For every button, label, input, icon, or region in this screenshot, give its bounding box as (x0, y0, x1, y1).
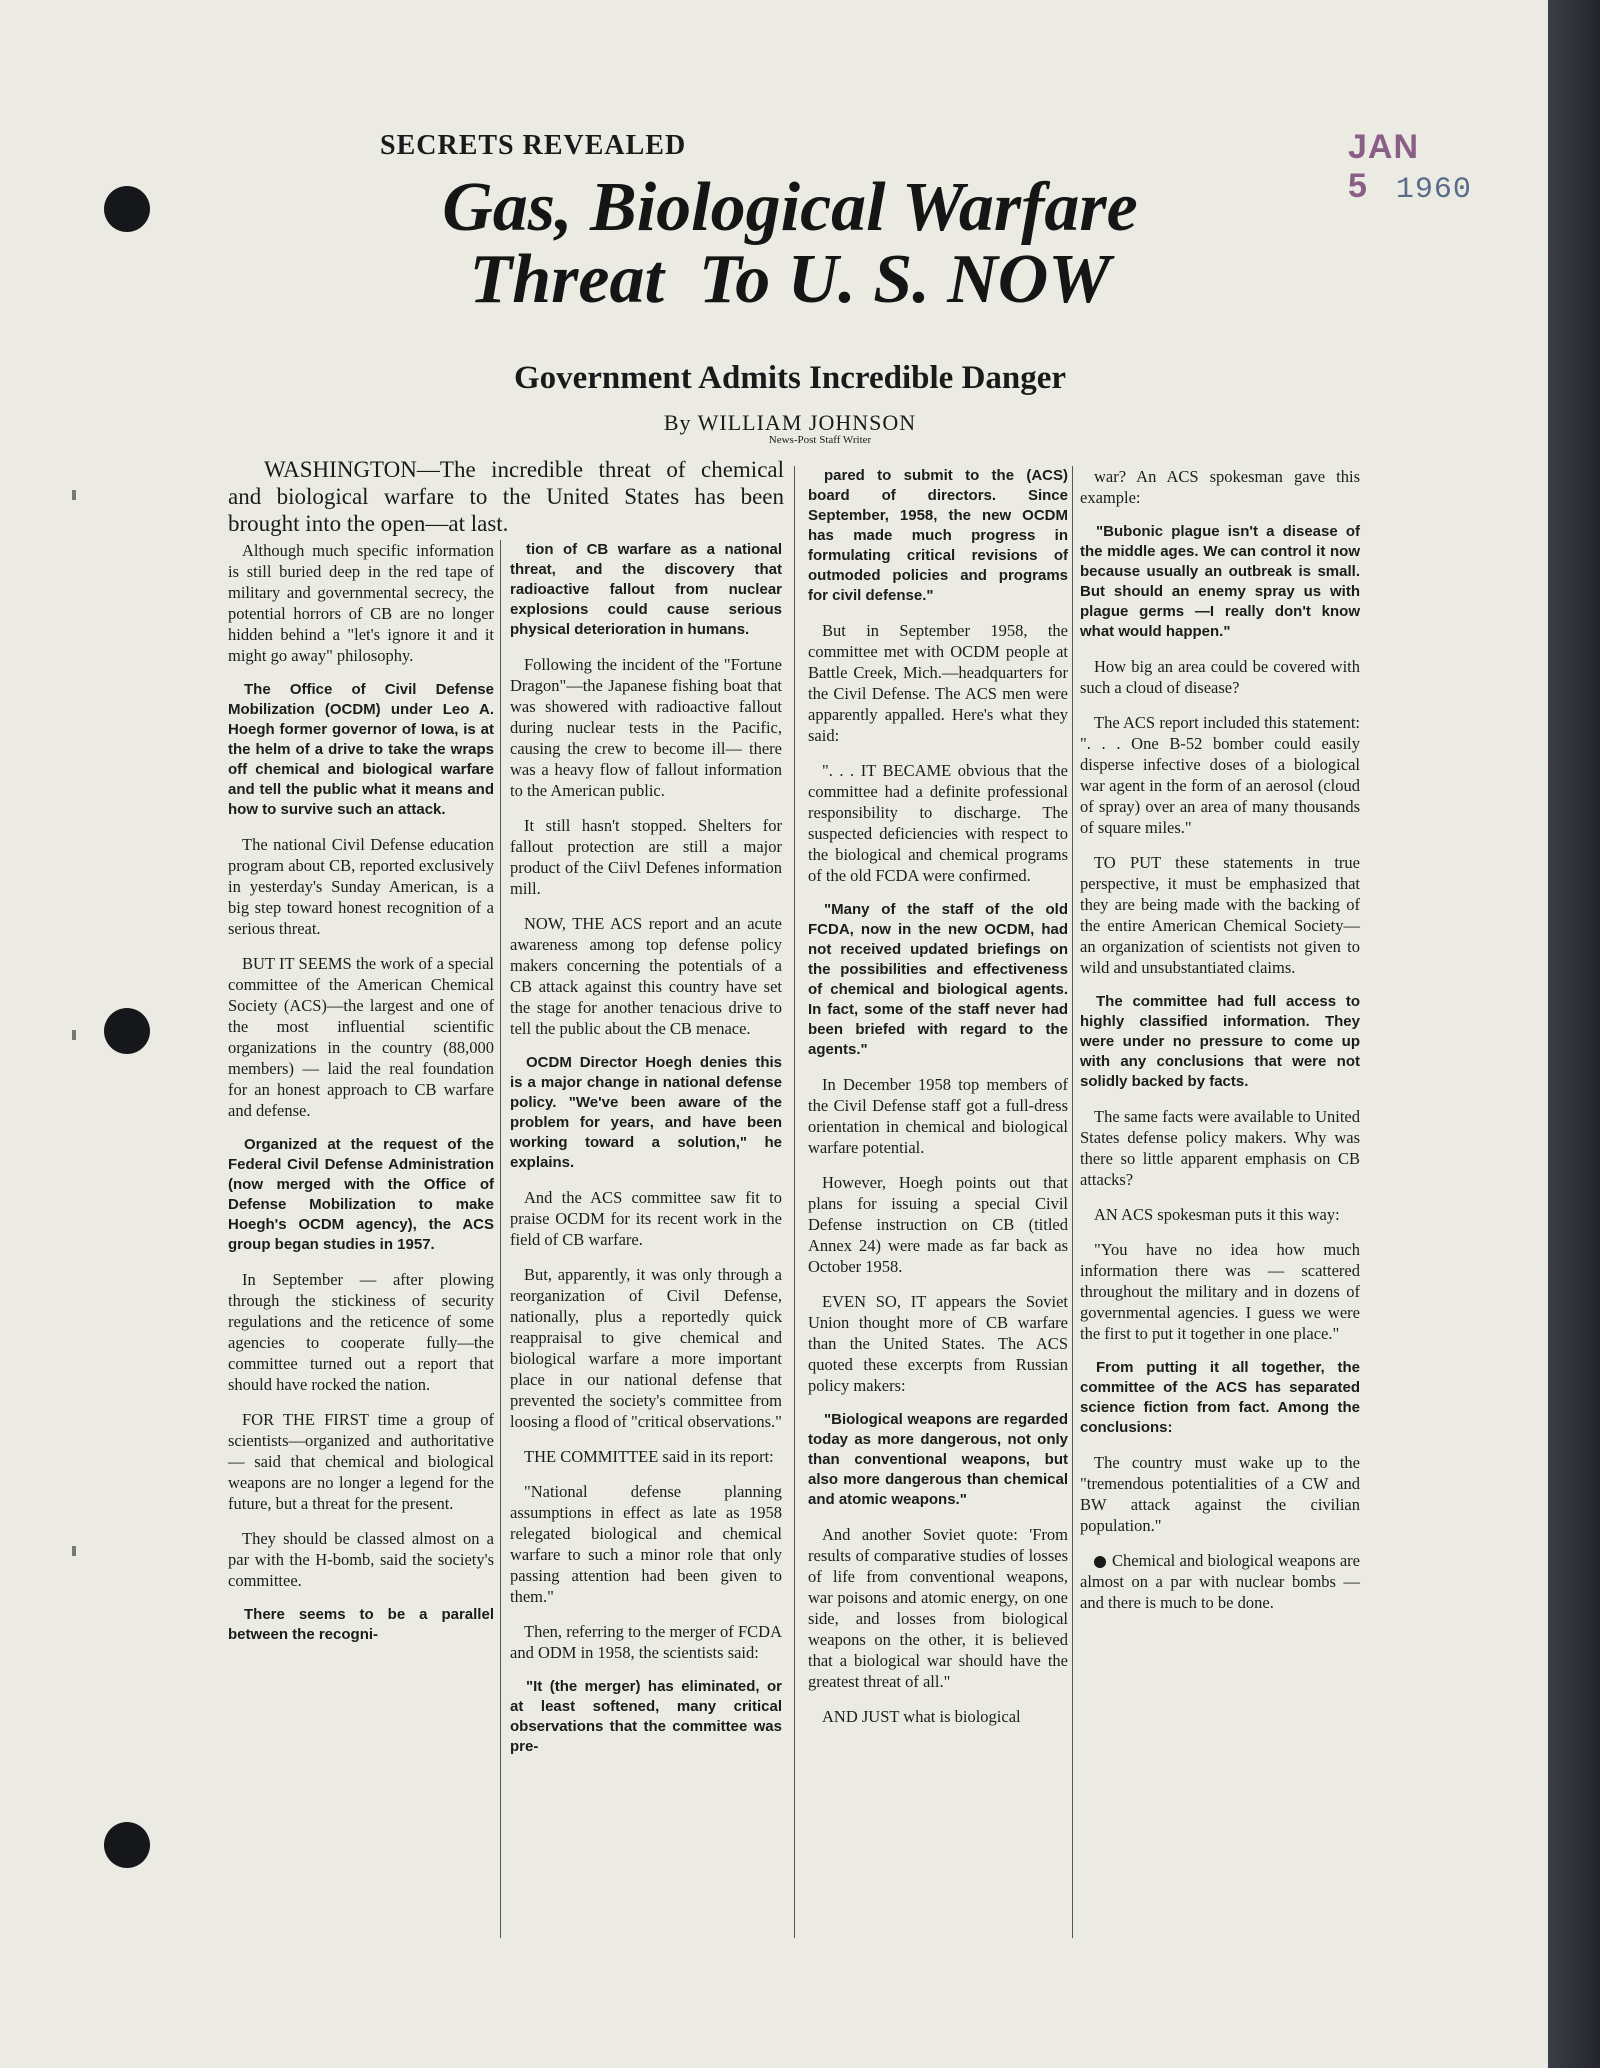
paragraph-text: EVEN SO, IT appears the Soviet Union thought more of CB warfare than the United States. The ACS quoted these excerpts from Russian policy makers: (808, 1292, 1068, 1395)
article-paragraph (510, 1187, 782, 1250)
paragraph-text: BUT IT SEEMS the work of a special committee of the American Chemical Society (ACS)—the largest and one of the most influential scientific organizations in the country (88,000 members) — laid the real foundation for an honest approach to CB warfare and defense. (228, 954, 494, 1120)
paragraph-text: Although much specific information is still buried deep in the red tape of military and governmental secrecy, the potential horrors of CB are no longer hidden behind a "let's ignore it and it might go away" philosophy. (228, 541, 494, 665)
article-paragraph (1080, 992, 1360, 1092)
paragraph-text: They should be classed almost on a par with the H-bomb, said the society's committee. (228, 1529, 494, 1590)
headline (380, 169, 1200, 318)
article-paragraph (510, 1053, 782, 1173)
paragraph-text: "Bubonic plague isn't a disease of the middle ages. We can control it now because usually an outbreak is small. But should an enemy spray us with plague germs —I really don't know what would happen." (1080, 523, 1360, 640)
column-2 (510, 540, 782, 1771)
column-4 (1080, 466, 1360, 1627)
paragraph-text: "Many of the staff of the old FCDA, now in the new OCDM, had not received updated briefings on the possibilities and effectiveness of chemical and biological agents. In fact, some of the staff never had been briefed with regard to the agents." (808, 901, 1068, 1058)
column-rule (1072, 466, 1073, 1938)
background-edge (1548, 0, 1600, 2068)
byline-name: By WILLIAM JOHNSON (663, 410, 917, 435)
column-1 (228, 540, 494, 1659)
article-paragraph (228, 1605, 494, 1645)
column-rule (500, 540, 501, 1938)
paragraph-text: It still hasn't stopped. Shelters for fallout protection are still a major product of the Ciivl Defenes information mill. (510, 816, 782, 898)
article-paragraph (808, 1706, 1068, 1727)
article-paragraph (510, 1677, 782, 1757)
paragraph-text: AND JUST what is biological (822, 1707, 1021, 1726)
paragraph-text: But in September 1958, the committee met with OCDM people at Battle Creek, Mich.—headquarters for the Civil Defense. The ACS men were apparently appalled. Here's what they said: (808, 621, 1068, 745)
article-paragraph (1080, 1358, 1360, 1438)
article-paragraph (808, 900, 1068, 1060)
bullet-icon (1094, 1556, 1106, 1568)
article-paragraph (228, 680, 494, 820)
paragraph-text: How big an area could be covered with such a cloud of disease? (1080, 657, 1360, 697)
paragraph-text: The ACS report included this statement: ". . . One B-52 bomber could easily disperse infective doses of a biological war agent in the form of an aerosol (cloud of spray) over an area of many thousands of square miles." (1080, 713, 1360, 837)
paragraph-text: FOR THE FIRST time a group of scientists—organized and authoritative — said that chemical and biological weapons are no longer a legend for the future, but a threat for the present. (228, 1410, 494, 1513)
paragraph-text: TO PUT these statements in true perspective, it must be emphasized that they are being made with the backing of the entire American Chemical Society—an organization of scientists not given to wild and unsubstantiated claims. (1080, 853, 1360, 977)
headline-line-2: Threat To U. S. NOW (469, 241, 1111, 318)
margin-mark (72, 1030, 76, 1040)
paragraph-text: Then, referring to the merger of FCDA and ODM in 1958, the scientists said: (510, 1622, 782, 1662)
binder-hole (104, 186, 150, 232)
paragraph-text: AN ACS spokesman puts it this way: (1094, 1205, 1340, 1224)
paragraph-text: The country must wake up to the "tremendous potentialities of a CW and BW attack against the civilian population." (1080, 1453, 1360, 1535)
deck-headline: Government Admits Incredible Danger (513, 360, 1067, 396)
article-paragraph (1080, 712, 1360, 838)
paragraph-text: Chemical and biological weapons are almost on a par with nuclear bombs — and there is much to be done. (1080, 1551, 1360, 1612)
margin-mark (72, 490, 76, 500)
article-paragraph (1080, 466, 1360, 508)
paragraph-text: Organized at the request of the Federal Civil Defense Administration (now merged with the Office of Defense Mobilization to make Hoegh's OCDM agency), the ACS group began studies in 1957. (228, 1136, 494, 1253)
headline-line-1: Gas, Biological Warfare (442, 169, 1138, 246)
article-paragraph (1080, 656, 1360, 698)
paragraph-text: NOW, THE ACS report and an acute awareness among top defense policy makers concerning the potentials of a CB attack against this country have set the stage for another tenacious drive to tell the public about the CB menace. (510, 914, 782, 1038)
paragraph-text: The Office of Civil Defense Mobilization (OCDM) under Leo A. Hoegh former governor of Iowa, is at the helm of a drive to take the wraps off chemical and biological warfare and tell the public what it means and how to survive such an attack. (228, 681, 494, 818)
paragraph-text: There seems to be a parallel between the recogni- (228, 1606, 494, 1643)
article-paragraph (1080, 1452, 1360, 1536)
paragraph-text: "It (the merger) has eliminated, or at least softened, many critical observations that the committee was pre- (510, 1678, 782, 1755)
paragraph-text: And another Soviet quote: 'From results of comparative studies of losses of life from conventional weapons, war poisons and atomic energy, on one side, and losses from biological weapons on the other, it is believed that a biological war should have the greatest threat of all." (808, 1525, 1068, 1691)
date-stamp (1348, 128, 1548, 207)
article-paragraph (510, 540, 782, 640)
article-paragraph (510, 1621, 782, 1663)
article-paragraph (228, 540, 494, 666)
paragraph-text: And the ACS committee saw fit to praise OCDM for its recent work in the field of CB warfare. (510, 1188, 782, 1249)
article-paragraph (228, 1135, 494, 1255)
paragraph-text: "You have no idea how much information there was — scattered throughout the military and in dozens of governmental agencies. I guess we were the first to put it together in one place." (1080, 1240, 1360, 1343)
stamp-year: 1960 (1395, 173, 1472, 207)
paragraph-text: In December 1958 top members of the Civil Defense staff got a full-dress orientation in chemical and biological warfare potential. (808, 1075, 1068, 1157)
article-paragraph (510, 815, 782, 899)
column-3 (808, 466, 1068, 1741)
column-rule (794, 466, 795, 1938)
article-paragraph (808, 1410, 1068, 1510)
stamp-date: JAN 5 (1348, 128, 1420, 205)
article-paragraph (510, 1481, 782, 1607)
article-paragraph (228, 953, 494, 1121)
article-paragraph (510, 654, 782, 801)
paragraph-text: THE COMMITTEE said in its report: (524, 1447, 774, 1466)
paragraph-text: OCDM Director Hoegh denies this is a major change in national defense policy. "We've been aware of the problem for years, and have been working toward a solution," he explains. (510, 1054, 782, 1171)
paragraph-text: However, Hoegh points out that plans for issuing a special Civil Defense instruction on CB (titled Annex 24) were made as far back as October 1958. (808, 1173, 1068, 1276)
article-paragraph (510, 1264, 782, 1432)
paragraph-text: "National defense planning assumptions in effect as late as 1958 relegated biological and chemical warfare to such a minor role that only passing attention had been given to them." (510, 1482, 782, 1606)
paragraph-text: war? An ACS spokesman gave this example: (1080, 467, 1360, 507)
binder-hole (104, 1822, 150, 1868)
article-paragraph (808, 1291, 1068, 1396)
article-paragraph (228, 1269, 494, 1395)
paragraph-text: ". . . IT BECAME obvious that the committee had a definite professional responsibility to discharge. The suspected deficiencies with respect to the biological and chemical programs of the old FCDA were confirmed. (808, 761, 1068, 885)
paragraph-text: pared to submit to the (ACS) board of directors. Since September, 1958, the new OCDM has made much progress in formulating critical revisions of outmoded policies and programs for civil defense." (808, 467, 1068, 604)
article-paragraph (808, 620, 1068, 746)
article-paragraph (1080, 1239, 1360, 1344)
article-paragraph (510, 1446, 782, 1467)
byline (380, 410, 1200, 446)
lede-paragraph: WASHINGTON—The incredible threat of chemical and biological warfare to the United States has been brought into the open—at last. (228, 457, 784, 536)
paragraph-text: The committee had full access to highly classified information. They were under no pressure to come up with any conclusions that were not solidly backed by facts. (1080, 993, 1360, 1090)
paragraph-text: From putting it all together, the committee of the ACS has separated science fiction from fact. Among the conclusions: (1080, 1359, 1360, 1436)
article-paragraph (1080, 522, 1360, 642)
article-paragraph (1080, 1204, 1360, 1225)
article-paragraph (1080, 1550, 1360, 1613)
article-paragraph (808, 1524, 1068, 1692)
binder-hole (104, 1008, 150, 1054)
article-paragraph (1080, 852, 1360, 978)
article-paragraph (1080, 1106, 1360, 1190)
article-paragraph (808, 1172, 1068, 1277)
byline-title: News-Post Staff Writer (768, 434, 872, 446)
article-paragraph (510, 913, 782, 1039)
article-paragraph (228, 1528, 494, 1591)
paragraph-text: tion of CB warfare as a national threat, and the discovery that radioactive fallout from nuclear explosions could cause serious physical deterioration in humans. (510, 541, 782, 638)
article-paragraph (808, 466, 1068, 606)
article-paragraph (228, 834, 494, 939)
paragraph-text: Following the incident of the "Fortune Dragon"—the Japanese fishing boat that was showered with radioactive fallout during nuclear tests in the Pacific, causing the crew to become ill— there was a heavy flow of fallout information to the American public. (510, 655, 782, 800)
paragraph-text: But, apparently, it was only through a reorganization of Civil Defense, nationally, plus a reportedly quick reappraisal to give chemical and biological warfare a more important place in our national defense that prevented the society's committee from loosing a flood of "critical observations." (510, 1265, 782, 1431)
article-paragraph (808, 1074, 1068, 1158)
kicker: SECRETS REVEALED (380, 130, 687, 161)
paragraph-text: In September — after plowing through the stickiness of security regulations and the reticence of some agencies to cooperate fully—the committee turned out a report that should have rocked the nation. (228, 1270, 494, 1394)
paragraph-text: "Biological weapons are regarded today as more dangerous, not only than conventional weapons, but also more dangerous than chemical and atomic weapons." (808, 1411, 1068, 1508)
paragraph-text: The same facts were available to United States defense policy makers. Why was there so little apparent emphasis on CB attacks? (1080, 1107, 1360, 1189)
article-paragraph (228, 1409, 494, 1514)
margin-mark (72, 1546, 76, 1556)
paragraph-text: The national Civil Defense education program about CB, reported exclusively in yesterday's Sunday American, is a big step toward honest recognition of a serious threat. (228, 835, 494, 938)
article-paragraph (808, 760, 1068, 886)
